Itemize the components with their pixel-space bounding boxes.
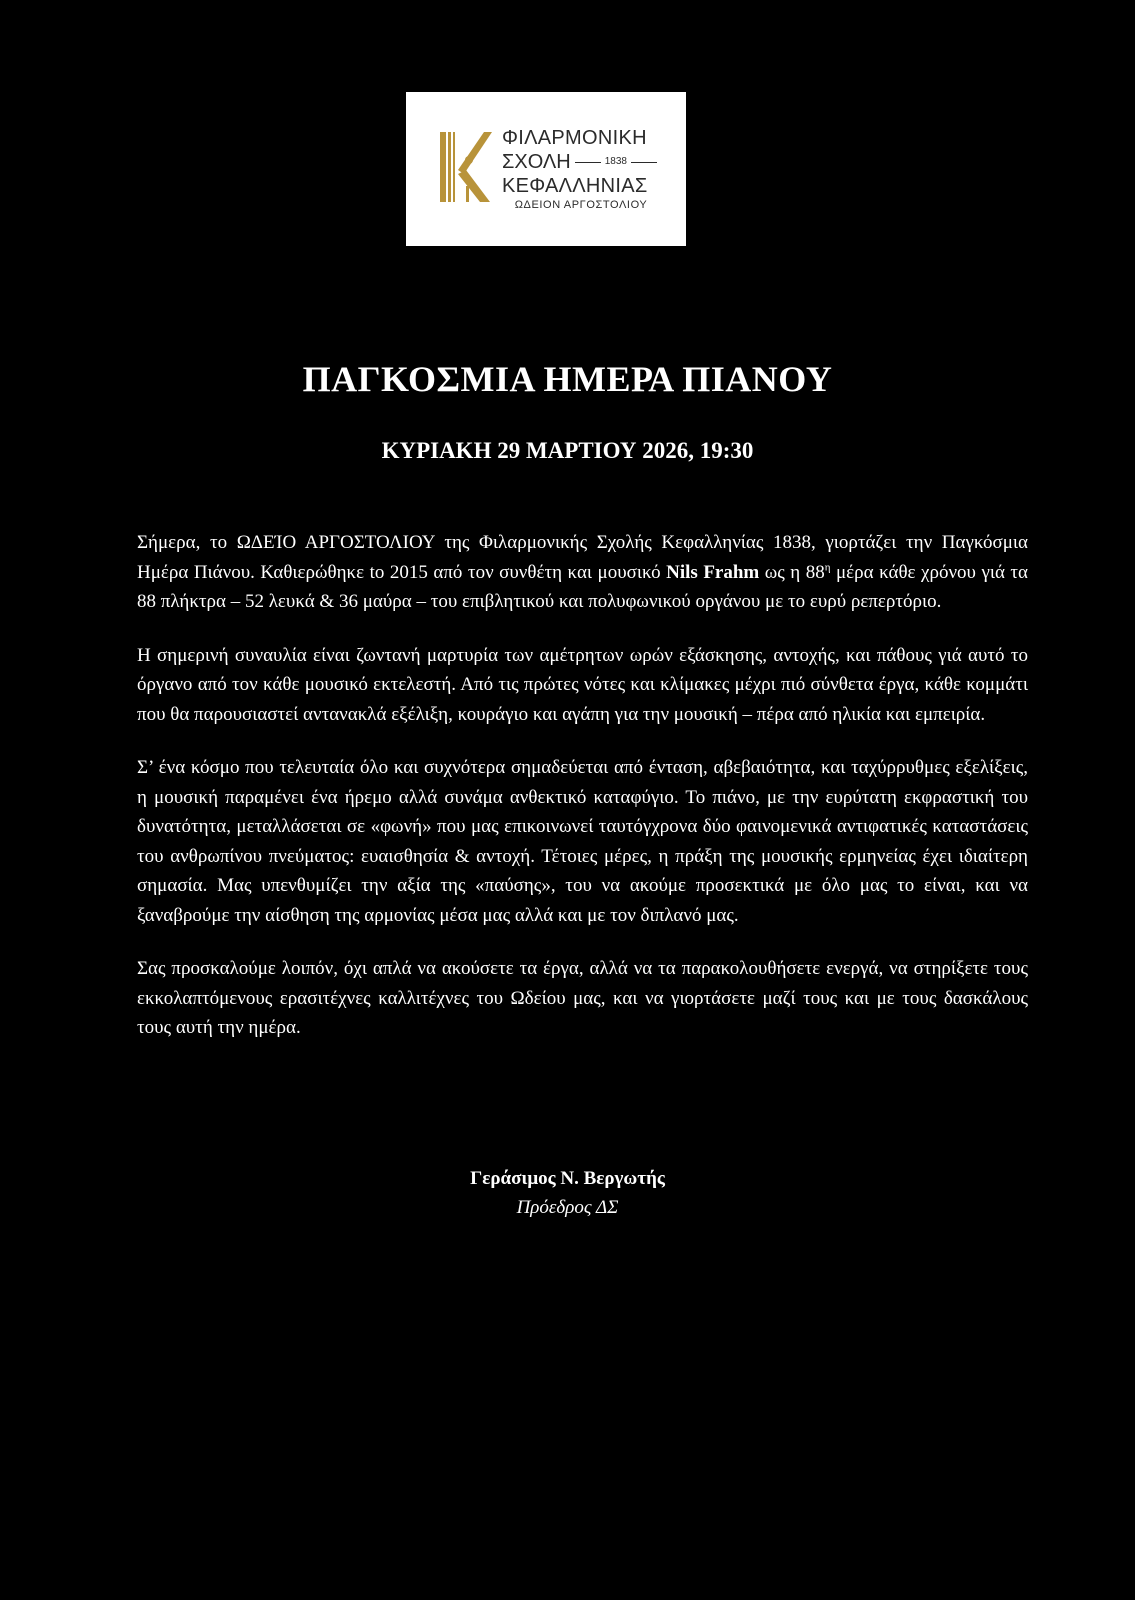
ordinal-superscript: η — [824, 561, 831, 574]
logo-dash-right — [631, 162, 657, 163]
logo-dash-left — [575, 162, 601, 163]
event-date: ΚΥΡΙΑΚΗ 29 ΜΑΡΤΙΟΥ 2026, 19:30 — [381, 438, 754, 463]
logo-year: 1838 — [604, 156, 627, 167]
logo-wordmark — [502, 128, 661, 211]
school-emblem-icon — [436, 130, 494, 204]
logo-subtitle: ΩΔΕΙΟΝ ΑΡΓΟΣΤΟΛΙΟΥ — [514, 199, 648, 211]
school-logo — [406, 92, 686, 246]
paragraph-2: Η σημερινή συναυλία είναι ζωντανή μαρτυρία των αμέτρητων ωρών εξάσκησης, αντοχής, και πάθους γιά αυτό το όργανο από τον κάθε μουσικό εκτελεστή. Από τις πρώτες νότες και κλίμακες μέχρι πιό σύνθετα έργα, κάθε κομμάτι που θα παρουσιαστεί αντανακλά εξέλιξη, κουράγιο και αγάπη για την μουσική – πέρα από ηλικία και εμπειρία. — [137, 644, 1028, 725]
composer-name: Nils Frahm — [666, 561, 760, 583]
page-title: ΠΑΓΚΟΣΜΙΑ ΗΜΕΡΑ ΠΙΑΝΟΥ — [302, 359, 833, 399]
paragraph-1-part-a: Σήμερα, το ΩΔΕΊΟ ΑΡΓΟΣΤΟΛΙΟΥ της Φιλαρμονικής Σχολής Κεφαλληνίας 1838, γιορτάζει την Παγκόσμια Ημέρα Πιάνου. Καθιερώθηκε to 2015 από τον συνθέτη και μουσικό — [137, 532, 1028, 583]
paragraph-4: Σας προσκαλούμε λοιπόν, όχι απλά να ακούσετε τα έργα, αλλά να τα παρακολουθήσετε ενεργά, να στηρίξετε τους εκκολαπτόμενους ερασιτέχνες καλλιτέχνες του Ωδείου μας, και να γιορτάσετε μαζί τους και με τους δασκάλους τους αυτή την ημέρα. — [137, 958, 1028, 1038]
signature-block — [0, 1164, 1135, 1222]
paragraph-3: Σ’ ένα κόσμο που τελευταία όλο και συχνότερα σημαδεύεται από ένταση, αβεβαιότητα, και ταχύρρυθμες εξελίξεις, η μουσική παραμένει ένα ήρεμο αλλά συνάμα ανθεκτικό καταφύγιο. Το πιάνο, με την ευρύτατη εκφραστική του δυνατότητα, μεταλλάσεται σε «φωνή» που μας επικοινωνεί ταυτόγχρονα δύο φαινομενικά αντιφατικές καταστάσεις του ανθρωπίνου πνεύματος: ευαισθησία & αντοχή. Τέτοιες μέρες, η πράξη της μουσικής ερμηνείας έχει ιδιαίτερη σημασία. Μας υπενθυμίζει την αξία της «παύσης», του να ακούμε προσεκτικά με όλο μας το είναι, και να ξαναβρούμε την αίσθηση της αρμονίας μέσα μας αλλά και με τον διπλανό μας. — [137, 757, 1028, 926]
paragraph-1 — [137, 528, 1028, 617]
signatory-name: Γεράσιμος Ν. Βεργωτής — [470, 1168, 665, 1189]
announcement-body — [137, 528, 1028, 1067]
logo-line-1: ΦΙΛΑΡΜΟΝΙΚΗ — [502, 127, 647, 149]
paragraph-1-part-b: ως η 88 — [759, 561, 825, 583]
paragraph-1-part-c: μέρα κάθε χρόνου γιά τα 88 πλήκτρα – 52 λευκά & 36 μαύρα – του επιβλητικού και πολυφωνικού οργάνου με το ευρύ ρεπερτόριο. — [137, 561, 1028, 612]
signatory-role: Πρόεδρος ΔΣ — [516, 1197, 619, 1218]
logo-line-2 — [502, 152, 661, 172]
logo-line-2-word: ΣΧΟΛΗ — [502, 151, 571, 173]
logo-line-3: ΚΕΦΑΛΛΗΝΙΑΣ — [502, 175, 648, 197]
